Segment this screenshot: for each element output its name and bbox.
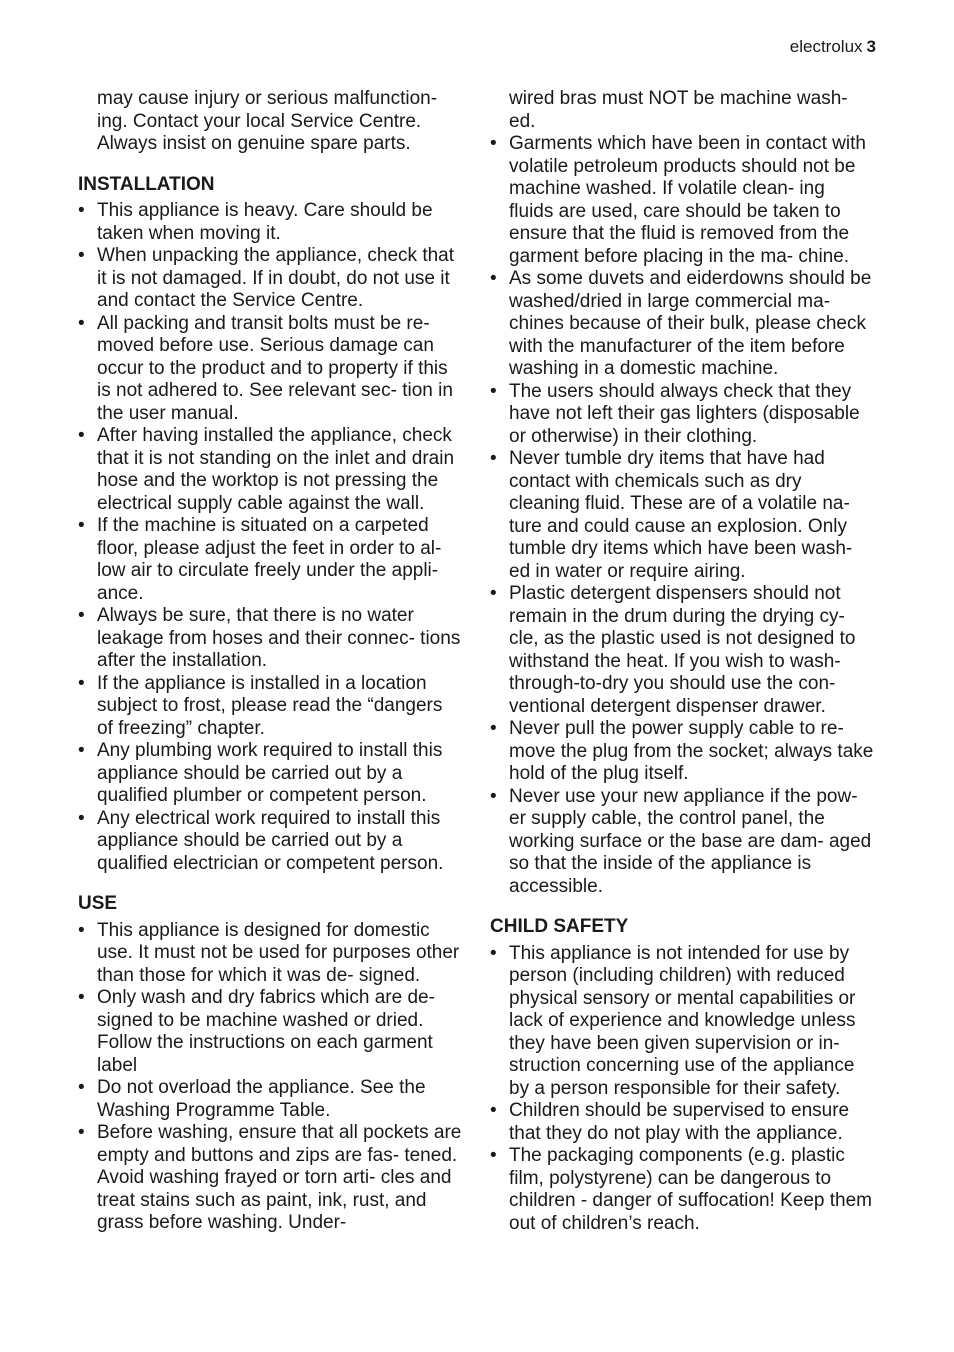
list-item: • As some duvets and eiderdowns should be washed/dried in large commercial ma- chines because of their bulk, please check with the manufacturer of the item before washing in a domestic machine. [490, 268, 874, 381]
intro-line: may cause injury or serious malfunction- [97, 88, 438, 109]
list-item: • Plastic detergent dispensers should not remain in the drum during the drying cy- cle, as the plastic used is not designed to withstand the heat. If you wish to wash- through-to-dry you should use the con- ventional detergent dispenser drawer. [490, 583, 874, 718]
list-item: • Any electrical work required to install this appliance should be carried out by a qualified electrician or competent person. [78, 808, 462, 876]
list-item: • Before washing, ensure that all pockets are empty and buttons and zips are fas- tened. Avoid washing frayed or torn arti- cles and treat stains such as paint, ink, rust, and grass before washing. Under- [78, 1122, 462, 1235]
list-item: • Never use your new appliance if the pow- er supply cable, the control panel, the working surface or the base are dam- aged so that the inside of the appliance is accessible. [490, 786, 874, 899]
laundry-safety-list [490, 133, 874, 898]
list-item: • If the machine is situated on a carpeted floor, please adjust the feet in order to al- low air to circulate freely under the appli- ance. [78, 515, 462, 605]
page-number: 3 [866, 37, 876, 56]
list-item: • Any plumbing work required to install this appliance should be carried out by a qualified plumber or competent person. [78, 740, 462, 808]
installation-heading: INSTALLATION [78, 173, 215, 195]
list-item: • When unpacking the appliance, check that it is not damaged. If in doubt, do not use it and contact the Service Centre. [78, 245, 462, 313]
intro-line: Always insist on genuine spare parts. [97, 133, 411, 154]
list-item: • Never tumble dry items that have had contact with chemicals such as dry cleaning fluid. These are of a volatile na- ture and could cause an explosion. Only tumble dry items which have been wash- ed in water or require airing. [490, 448, 874, 583]
intro-line: ing. Contact your local Service Centre. [97, 110, 422, 132]
right-column [490, 88, 874, 1235]
list-item: • Do not overload the appliance. See the Washing Programme Table. [78, 1077, 462, 1122]
child-safety-heading: CHILD SAFETY [490, 916, 629, 937]
intro-line: ed. [509, 110, 536, 132]
list-item: • Garments which have been in contact with volatile petroleum products should not be machine washed. If volatile clean- ing fluids are used, care should be taken to ensure that the fluid is removed from the garment before placing in the ma- chine. [490, 133, 874, 268]
list-item: • Never pull the power supply cable to re- move the plug from the socket; always take hold of the plug itself. [490, 718, 874, 786]
installation-list [78, 200, 462, 875]
list-item: • If the appliance is installed in a location subject to frost, please read the “dangers of freezing” chapter. [78, 673, 462, 741]
list-item: • Only wash and dry fabrics which are de- signed to be machine washed or dried. Follow the instructions on each garment label [78, 987, 462, 1077]
list-item: • This appliance is designed for domestic use. It must not be used for purposes other than those for which it was de- signed. [78, 920, 462, 988]
list-item: • The packaging components (e.g. plastic film, polystyrene) can be dangerous to children - danger of suffocation! Keep them out of children’s reach. [490, 1145, 874, 1235]
use-heading: USE [78, 893, 118, 914]
list-item: • This appliance is heavy. Care should be taken when moving it. [78, 200, 462, 245]
list-item: • After having installed the appliance, check that it is not standing on the inlet and drain hose and the worktop is not pressing the electrical supply cable against the wall. [78, 425, 462, 515]
list-item: • The users should always check that they have not left their gas lighters (disposable or otherwise) in their clothing. [490, 381, 874, 449]
right-intro [490, 88, 874, 133]
list-item: • Children should be supervised to ensure that they do not play with the appliance. [490, 1100, 874, 1145]
page-header [790, 36, 876, 58]
list-item: • All packing and transit bolts must be re- moved before use. Serious damage can occur to the product and to property if this is not adhered to. See relevant sec- tion in the user manual. [78, 313, 462, 426]
list-item: • Always be sure, that there is no water leakage from hoses and their connec- tions after the installation. [78, 605, 462, 673]
child-safety-list [490, 943, 874, 1236]
brand-name: electrolux [789, 37, 863, 56]
use-list [78, 920, 462, 1235]
intro-line: wired bras must NOT be machine wash- [509, 88, 848, 109]
left-intro [78, 88, 462, 156]
left-column [78, 88, 462, 1235]
list-item: • This appliance is not intended for use by person (including children) with reduced physical sensory or mental capabilities or lack of experience and knowledge unless they have been given supervision or in- struction concerning use of the appliance by a person responsible for their safety. [490, 943, 874, 1101]
